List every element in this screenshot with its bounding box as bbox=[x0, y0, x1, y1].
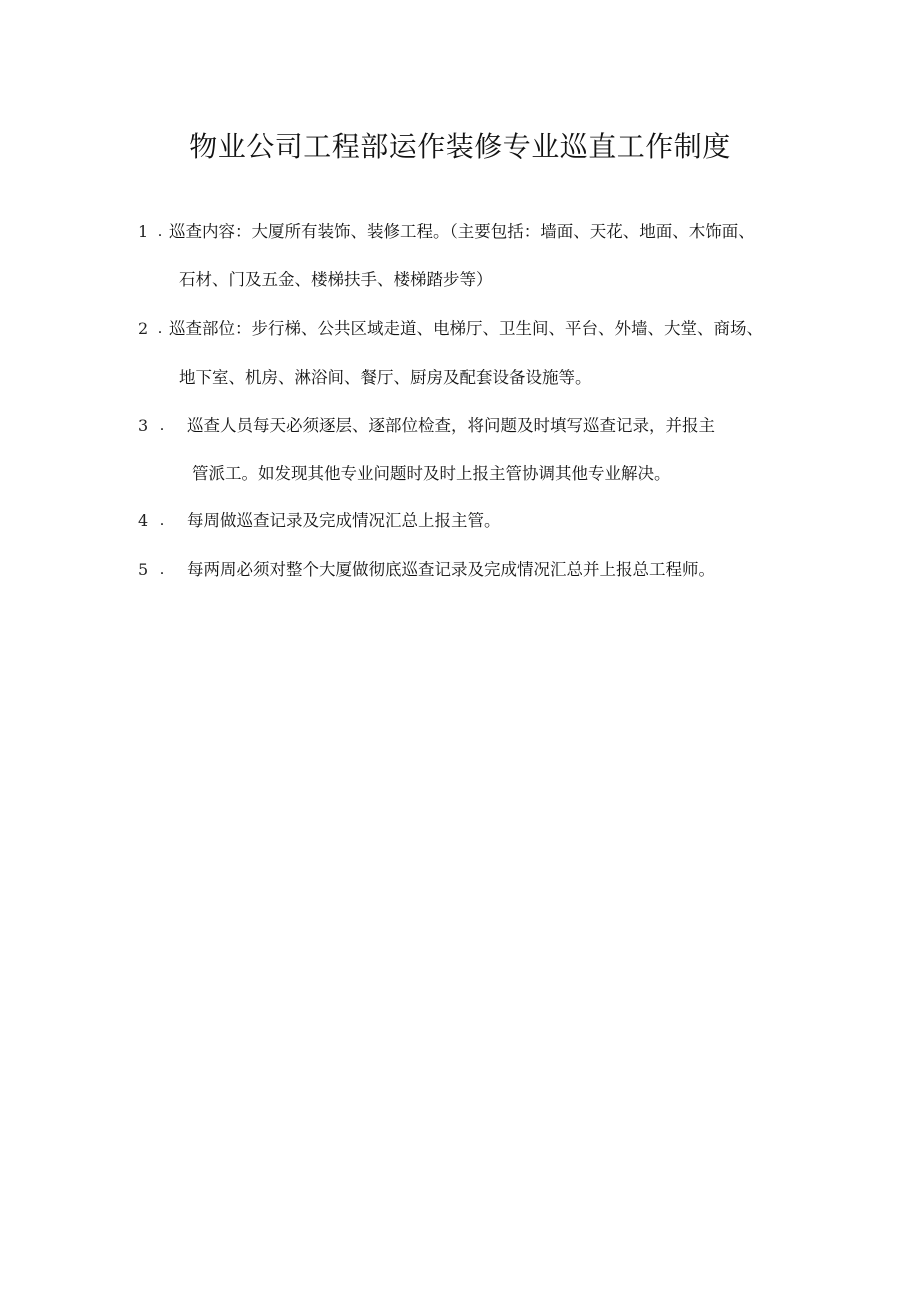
item-separator: . bbox=[160, 417, 164, 434]
item-text-line: 石材、门及五金、楼梯扶手、楼梯踏步等） bbox=[179, 270, 493, 289]
item-number: 5 bbox=[138, 560, 149, 579]
item-text-line: 巡查部位：步行梯、公共区域走道、电梯厅、卫生间、平台、外墙、大堂、商场、 bbox=[169, 319, 763, 338]
item-text-line: 每两周必须对整个大厦做彻底巡查记录及完成情况汇总并上报总工程师。 bbox=[187, 560, 715, 579]
item-text-line: 每周做巡查记录及完成情况汇总上报主管。 bbox=[187, 511, 501, 530]
item-number: 1 bbox=[138, 222, 149, 241]
item-text-line: 巡查内容：大厦所有装饰、装修工程。（主要包括：墙面、天花、地面、木饰面、 bbox=[169, 222, 755, 241]
item-number: 2 bbox=[138, 319, 149, 338]
document-title: 物业公司工程部运作装修专业巡直工作制度 bbox=[189, 130, 731, 163]
item-separator: . bbox=[160, 561, 164, 578]
item-number: 3 bbox=[138, 416, 149, 435]
item-number: 4 bbox=[138, 511, 149, 530]
item-separator: . bbox=[160, 512, 164, 529]
item-separator: . bbox=[158, 320, 162, 337]
item-text-line: 地下室、机房、淋浴间、餐厅、厨房及配套设备设施等。 bbox=[179, 368, 592, 387]
item-text-line: 巡查人员每天必须逐层、逐部位检查，将问题及时填写巡查记录，并报主 bbox=[187, 416, 715, 435]
item-text-line: 管派工。如发现其他专业问题时及时上报主管协调其他专业解决。 bbox=[192, 464, 671, 483]
item-separator: . bbox=[158, 223, 162, 240]
